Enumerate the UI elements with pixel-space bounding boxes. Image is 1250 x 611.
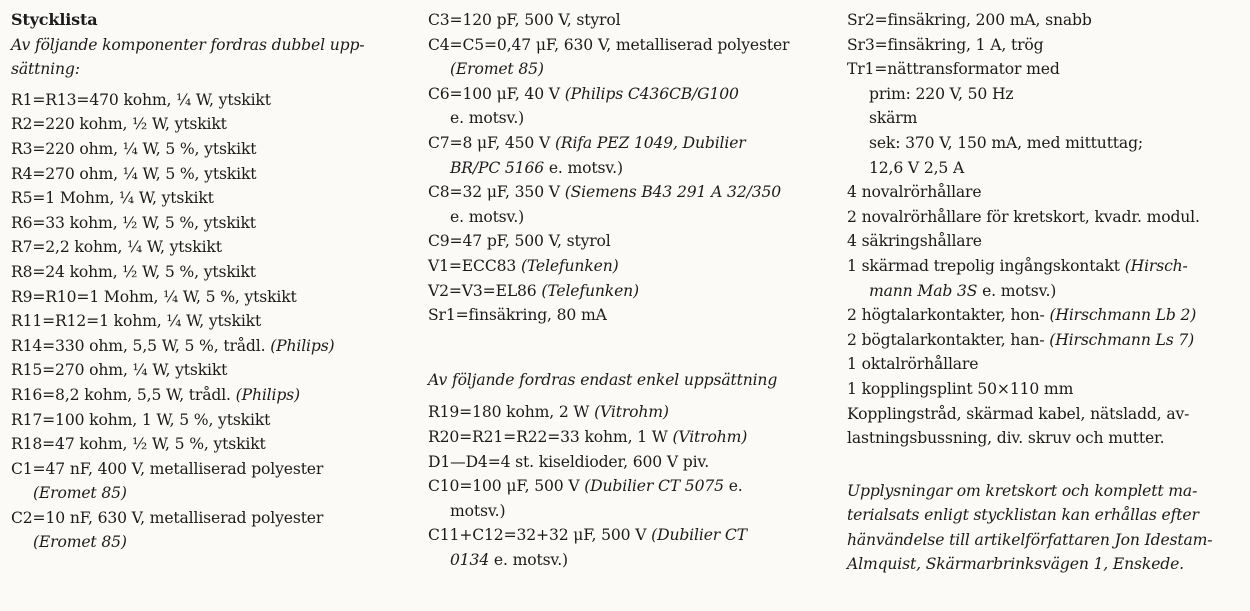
intro-line: sättning: bbox=[11, 60, 80, 79]
column-3 bbox=[847, 8, 1242, 577]
list-item bbox=[11, 137, 409, 162]
list-item bbox=[847, 229, 1242, 254]
note-line: Almquist, Skärmarbrinksvägen 1, Enskede. bbox=[847, 555, 1184, 574]
column-1 bbox=[11, 8, 409, 555]
list-item bbox=[847, 426, 1242, 451]
note-line: hänvändelse till artikelförfattaren Jon Idestam- bbox=[847, 530, 1213, 549]
item-text: 1 kopplingsplint 50×110 mm bbox=[847, 379, 1074, 398]
item-brand-text: (Hirschmann Lb 2) bbox=[1049, 306, 1197, 325]
item-text: R17=100 kohm, 1 W, 5 %, ytskikt bbox=[11, 410, 271, 429]
list-item bbox=[428, 131, 832, 156]
item-text: R15=270 ohm, ¼ W, ytskikt bbox=[11, 361, 228, 380]
list-item bbox=[847, 8, 1242, 33]
list-item bbox=[428, 180, 832, 205]
item-text: lastningsbussning, div. skruv och mutter. bbox=[847, 429, 1165, 448]
item-brand-text: (Philips) bbox=[235, 385, 300, 404]
item-text: R4=270 ohm, ¼ W, 5 %, ytskikt bbox=[11, 164, 257, 183]
item-text: 4 säkringshållare bbox=[847, 232, 982, 251]
item-brand-text: (Philips) bbox=[270, 336, 335, 355]
item-brand-text: (Dubilier CT bbox=[651, 526, 747, 545]
item-text: R5=1 Mohm, ¼ W, ytskikt bbox=[11, 189, 214, 208]
item-text: R3=220 ohm, ¼ W, 5 %, ytskikt bbox=[11, 139, 257, 158]
item-text: e. bbox=[723, 477, 743, 496]
item-brand-text: (Eromet 85) bbox=[450, 60, 544, 79]
item-text: e. motsv.) bbox=[450, 207, 525, 226]
list-item bbox=[847, 254, 1242, 279]
item-brand-text: (Rifa PEZ 1049, Dubilier bbox=[554, 133, 746, 152]
item-brand-text: (Hirschmann Ls 7) bbox=[1049, 330, 1195, 349]
page-title: Stycklista bbox=[11, 10, 98, 29]
item-brand-text: mann Mab 3S bbox=[869, 281, 978, 300]
list-item bbox=[11, 506, 409, 531]
list-item bbox=[428, 8, 832, 33]
list-item bbox=[11, 530, 409, 555]
intro-line: Av följande komponenter fordras dubbel upp- bbox=[11, 35, 365, 54]
item-text: C4=C5=0,47 μF, 630 V, metalliserad polyester bbox=[428, 35, 790, 54]
list-item bbox=[428, 400, 832, 425]
list-item bbox=[11, 235, 409, 260]
item-brand-text: (Siemens B43 291 A 32/350 bbox=[564, 183, 782, 202]
item-brand-text: (Telefunken) bbox=[541, 281, 639, 300]
item-text: skärm bbox=[869, 109, 918, 128]
item-text: C9=47 pF, 500 V, styrol bbox=[428, 232, 611, 251]
item-text: R20=R21=R22=33 kohm, 1 W bbox=[428, 427, 673, 446]
list-item bbox=[11, 432, 409, 457]
item-text: Sr3=finsäkring, 1 A, trög bbox=[847, 35, 1044, 54]
item-text: 2 högtalarkontakter, hon- bbox=[847, 306, 1050, 325]
list-item bbox=[847, 279, 1242, 304]
item-text: C3=120 pF, 500 V, styrol bbox=[428, 11, 621, 29]
item-brand-text: (Eromet 85) bbox=[33, 533, 127, 552]
item-brand-text: 0134 bbox=[450, 550, 490, 569]
item-text: V2=V3=EL86 bbox=[428, 281, 542, 300]
list-item bbox=[847, 180, 1242, 205]
list-item bbox=[847, 352, 1242, 377]
item-text: C2=10 nF, 630 V, metalliserad polyester bbox=[11, 508, 324, 527]
item-brand-text: BR/PC 5166 bbox=[450, 158, 545, 177]
item-brand-text: (Philips C436CB/G100 bbox=[564, 84, 739, 103]
item-text: e. motsv.) bbox=[489, 550, 568, 569]
list-item bbox=[847, 205, 1242, 230]
list-item bbox=[11, 211, 409, 236]
list-item bbox=[847, 156, 1242, 181]
column-2 bbox=[428, 8, 832, 572]
list-item bbox=[428, 229, 832, 254]
list-item bbox=[428, 303, 832, 328]
list-item bbox=[847, 57, 1242, 82]
list-item bbox=[11, 383, 409, 408]
list-item bbox=[428, 450, 832, 475]
item-text: 1 skärmad trepolig ingångskontakt bbox=[847, 256, 1125, 275]
list-item bbox=[847, 106, 1242, 131]
note-line: terialsats enligt stycklistan kan erhållas efter bbox=[847, 506, 1199, 525]
item-text: C11+C12=32+32 μF, 500 V bbox=[428, 526, 652, 545]
item-brand-text: (Vitrohm) bbox=[594, 403, 669, 422]
item-text: e. motsv.) bbox=[977, 281, 1057, 300]
list-item bbox=[11, 408, 409, 433]
list-item bbox=[428, 33, 832, 58]
list-item bbox=[847, 402, 1242, 427]
list-item bbox=[847, 131, 1242, 156]
component-list bbox=[847, 8, 1242, 451]
list-item bbox=[11, 112, 409, 137]
list-item bbox=[11, 162, 409, 187]
note-line: Upplysningar om kretskort och komplett ma- bbox=[847, 481, 1198, 500]
list-item bbox=[428, 474, 832, 499]
item-text: R14=330 ohm, 5,5 W, 5 %, trådl. bbox=[11, 336, 271, 355]
list-item bbox=[428, 523, 832, 548]
component-list bbox=[428, 400, 832, 572]
component-list bbox=[428, 8, 832, 328]
list-item bbox=[428, 82, 832, 107]
list-item bbox=[847, 33, 1242, 58]
list-item bbox=[428, 106, 832, 131]
list-item bbox=[11, 334, 409, 359]
item-brand-text: (Vitrohm) bbox=[672, 427, 748, 446]
item-text: sek: 370 V, 150 mA, med mittuttag; bbox=[869, 133, 1144, 152]
list-item bbox=[428, 254, 832, 279]
item-text: Kopplingstråd, skärmad kabel, nätsladd, av- bbox=[847, 404, 1190, 423]
list-item bbox=[847, 377, 1242, 402]
item-brand-text: (Telefunken) bbox=[520, 256, 619, 275]
list-item bbox=[847, 82, 1242, 107]
item-text: R18=47 kohm, ½ W, 5 %, ytskikt bbox=[11, 435, 266, 454]
item-text: C10=100 μF, 500 V bbox=[428, 477, 585, 496]
item-brand-text: (Eromet 85) bbox=[33, 484, 127, 503]
subheading: Av följande fordras endast enkel uppsättning bbox=[428, 370, 778, 389]
item-text: R19=180 kohm, 2 W bbox=[428, 403, 595, 422]
item-text: e. motsv.) bbox=[544, 158, 623, 177]
list-item bbox=[847, 303, 1242, 328]
item-text: e. motsv.) bbox=[450, 109, 525, 128]
list-item bbox=[11, 358, 409, 383]
list-item bbox=[428, 425, 832, 450]
item-text: 2 novalrörhållare för kretskort, kvadr. modul. bbox=[847, 207, 1200, 226]
item-text: R7=2,2 kohm, ¼ W, ytskikt bbox=[11, 238, 222, 257]
item-text: C7=8 μF, 450 V bbox=[428, 133, 555, 152]
list-item bbox=[428, 548, 832, 573]
list-item bbox=[11, 260, 409, 285]
item-text: R8=24 kohm, ½ W, 5 %, ytskikt bbox=[11, 262, 256, 281]
item-text: R11=R12=1 kohm, ¼ W, ytskikt bbox=[11, 312, 262, 331]
list-item bbox=[11, 186, 409, 211]
list-item bbox=[11, 285, 409, 310]
item-text: C6=100 μF, 40 V bbox=[428, 84, 565, 103]
list-item bbox=[11, 457, 409, 482]
list-item bbox=[428, 156, 832, 181]
item-brand-text: (Dubilier CT 5075 bbox=[584, 477, 724, 496]
list-item bbox=[428, 205, 832, 230]
list-item bbox=[11, 309, 409, 334]
item-text: C1=47 nF, 400 V, metalliserad polyester bbox=[11, 459, 324, 478]
list-item bbox=[428, 499, 832, 524]
item-text: 12,6 V 2,5 A bbox=[869, 158, 965, 177]
list-item bbox=[11, 88, 409, 113]
item-text: R16=8,2 kohm, 5,5 W, trådl. bbox=[11, 385, 236, 404]
item-text: D1—D4=4 st. kiseldioder, 600 V piv. bbox=[428, 452, 710, 471]
item-text: Tr1=nättransformator med bbox=[847, 60, 1060, 79]
item-text: R2=220 kohm, ½ W, ytskikt bbox=[11, 115, 227, 134]
item-text: Sr1=finsäkring, 80 mA bbox=[428, 306, 607, 325]
component-list bbox=[11, 88, 409, 555]
item-text: R9=R10=1 Mohm, ¼ W, 5 %, ytskikt bbox=[11, 287, 297, 306]
item-text: R6=33 kohm, ½ W, 5 %, ytskikt bbox=[11, 213, 256, 232]
item-text: V1=ECC83 bbox=[428, 256, 521, 275]
list-item bbox=[11, 481, 409, 506]
item-text: 2 bögtalarkontakter, han- bbox=[847, 330, 1050, 349]
item-text: C8=32 μF, 350 V bbox=[428, 183, 565, 202]
list-item bbox=[428, 57, 832, 82]
list-item bbox=[847, 328, 1242, 353]
item-brand-text: (Hirsch- bbox=[1124, 256, 1188, 275]
item-text: 1 oktalrörhållare bbox=[847, 355, 979, 374]
item-text: R1=R13=470 kohm, ¼ W, ytskikt bbox=[11, 90, 271, 109]
list-item bbox=[428, 279, 832, 304]
supplier-note bbox=[847, 479, 1242, 577]
item-text: motsv.) bbox=[450, 501, 506, 520]
item-text: prim: 220 V, 50 Hz bbox=[869, 84, 1014, 103]
item-text: Sr2=finsäkring, 200 mA, snabb bbox=[847, 11, 1092, 29]
item-text: 4 novalrörhållare bbox=[847, 183, 982, 202]
